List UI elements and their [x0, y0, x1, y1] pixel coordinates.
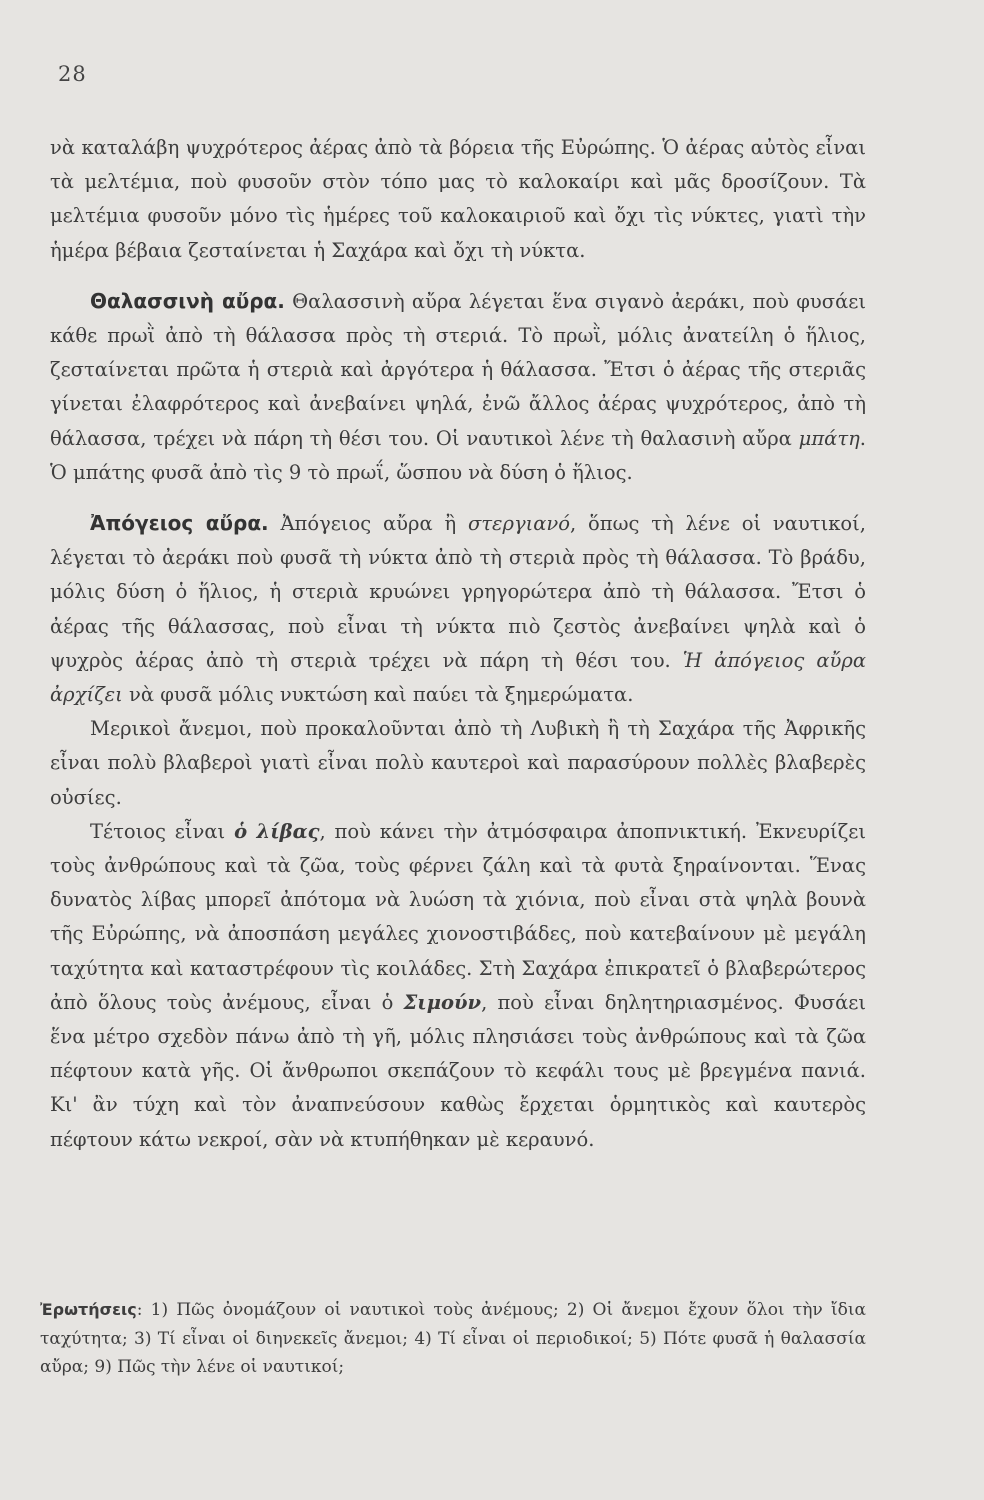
paragraph-harmful-winds: Μερικοὶ ἄνεμοι, ποὺ προκαλοῦνται ἀπὸ τὴ Λυβικὴ ἢ τὴ Σαχάρα τῆς Ἀφρικῆς εἶναι πολὺ βλαβεροὶ γιατὶ εἶναι πολὺ καυτεροὶ καὶ παρασύρουν πολλὲς βλαβερὲς οὐσίες. — [50, 717, 866, 809]
land-breeze-text-end: νὰ φυσᾶ μόλις νυκτώση καὶ παύει τὰ ξημερώματα. — [128, 683, 634, 707]
questions-text: : 1) Πῶς ὀνομάζουν οἱ ναυτικοὶ τοὺς ἀνέμους; 2) Οἱ ἄνεμοι ἔχουν ὅλοι τὴν ἴδια ταχύτητα; 3) Τί εἶναι οἱ διηνεκεῖς ἄνεμοι; 4) Τί εἶναι οἱ περιοδικοί; 5) Πότε φυσᾶ ἡ θαλασσία αὔρα; 9) Πῶς τὴν λένε οἱ ναυτικοί; — [40, 1300, 866, 1377]
simoun-text-end: , ποὺ εἶναι δηλητηριασμένος. Φυσάει ἕνα μέτρο σχεδὸν πάνω ἀπὸ τὴ γῆ, μόλις πλησιάσει τοὺς ἀνθρώπους καὶ τὰ ζῶα πέφτουν κατὰ γῆς. Οἱ ἄνθρωποι σκεπάζουν τὸ κεφάλι τους μὲ βρεγμένα πανιά. Κι' ἂν τύχη καὶ τὸν ἀναπνεύσουν καθὼς ἔρχεται ὁρμητικὸς καὶ καυτερὸς πέφτουν κάτω νεκροί, σὰν νὰ κτυπήθηκαν μὲ κεραυνό. — [50, 990, 866, 1151]
livas-text-start: Τέτοιος εἶναι — [90, 819, 226, 843]
term-stergiano: στεργιανό — [467, 512, 571, 536]
page-number: 28 — [58, 62, 87, 86]
questions-label: Ἐρωτήσεις — [40, 1300, 137, 1319]
sea-breeze-text-end: . Ὁ μπάτης φυσᾶ ἀπὸ τὶς 9 τὸ πρωΐ, ὥσπου νὰ δύση ὁ ἥλιος. — [50, 426, 866, 484]
body-text — [50, 131, 866, 1157]
paragraph-sea-breeze — [50, 284, 866, 490]
paragraph-meltemia: νὰ καταλάβη ψυχρότερος ἀέρας ἀπὸ τὰ βόρεια τῆς Εὐρώπης. Ὁ ἀέρας αὐτὸς εἶναι τὰ μελτέμια, ποὺ φυσοῦν στὸν τόπο μας τὸ καλοκαίρι καὶ μᾶς δροσίζουν. Τὰ μελτέμια φυσοῦν μόνο τὶς ἡμέρες τοῦ καλοκαιριοῦ καὶ ὄχι τὶς νύκτες, γιατὶ τὴν ἡμέρα βέβαια ζεσταίνεται ἡ Σαχάρα καὶ ὄχι τὴ νύκτα. — [50, 136, 866, 262]
paragraph-livas-simoun — [50, 815, 866, 1157]
heading-sea-breeze: Θαλασσινὴ αὔρα. — [90, 288, 285, 313]
land-breeze-text-start: Ἀπόγειος αὔρα ἢ — [280, 512, 457, 536]
paragraph-land-breeze — [50, 506, 866, 712]
sea-breeze-text: Θαλασσινὴ αὔρα λέγεται ἕνα σιγανὸ ἀεράκι, ποὺ φυσάει κάθε πρωῒ ἀπὸ τὴ θάλασσα πρὸς τὴ στεριά. Τὸ πρωῒ, μόλις ἀνατείλη ὁ ἥλιος, ζεσταίνεται πρῶτα ἡ στεριὰ καὶ ἀργότερα ἡ θάλασσα. Ἔτσι ὁ ἀέρας τῆς στεριᾶς γίνεται ἐλαφρότερος καὶ ἀνεβαίνει ψηλά, ἐνῶ ἄλλος ἀέρας ψυχρότερος, ἀπὸ τὴ θάλασσα, τρέχει νὰ πάρη τὴ θέσι του. Οἱ ναυτικοὶ λένε τὴ θαλασινὴ αὔρα — [50, 289, 866, 450]
term-simoun: Σιμούν — [403, 990, 482, 1014]
term-mpatis: μπάτη — [798, 426, 860, 450]
term-livas: ὁ λίβας — [234, 819, 320, 843]
heading-land-breeze: Ἀπόγειος αὔρα. — [90, 511, 269, 536]
land-breeze-italic-sentence: Ἡ ἀπόγειος αὔρα ἀρχίζει — [50, 648, 866, 707]
questions-block — [40, 1296, 866, 1382]
land-breeze-text-mid: , ὅπως τὴ λένε οἱ ναυτικοί, λέγεται τὸ ἀεράκι ποὺ φυσᾶ τὴ νύκτα ἀπὸ τὴ στεριὰ πρὸς τὴ θάλασσα. Τὸ βράδυ, μόλις δύση ὁ ἥλιος, ἡ στεριὰ κρυώνει γρηγορώτερα ἀπὸ τὴ θάλασσα. Ἔτσι ὁ ἀέρας τῆς θάλασσας, ποὺ εἶναι τὴ νύκτα πιὸ ζεστὸς ἀνεβαίνει ψηλὰ καὶ ὁ ψυχρὸς ἀέρας ἀπὸ τὴ στεριὰ τρέχει νὰ πάρη τὴ θέσι του. — [50, 512, 866, 672]
livas-text-mid: , ποὺ κάνει τὴν ἀτμόσφαιρα ἀποπνικτική. Ἐκνευρίζει τοὺς ἀνθρώπους καὶ τὰ ζῶα, τοὺς φέρνει ζάλη καὶ τὰ φυτὰ ξηραίνονται. Ἕνας δυνατὸς λίβας μπορεῖ ἀπότομα νὰ λυώση τὰ χιόνια, ποὺ εἶναι στὰ ψηλὰ βουνὰ τῆς Εὐρώπης, νὰ ἀποσπάση μεγάλες χιονοστιβάδες, ποὺ κατεβαίνουν μὲ μεγάλη ταχύτητα καὶ καταστρέφουν τὶς κοιλάδες. Στὴ Σαχάρα ἐπικρατεῖ ὁ βλαβερώτερος ἀπὸ ὅλους τοὺς ἀνέμους, εἶναι ὁ — [50, 819, 867, 1014]
